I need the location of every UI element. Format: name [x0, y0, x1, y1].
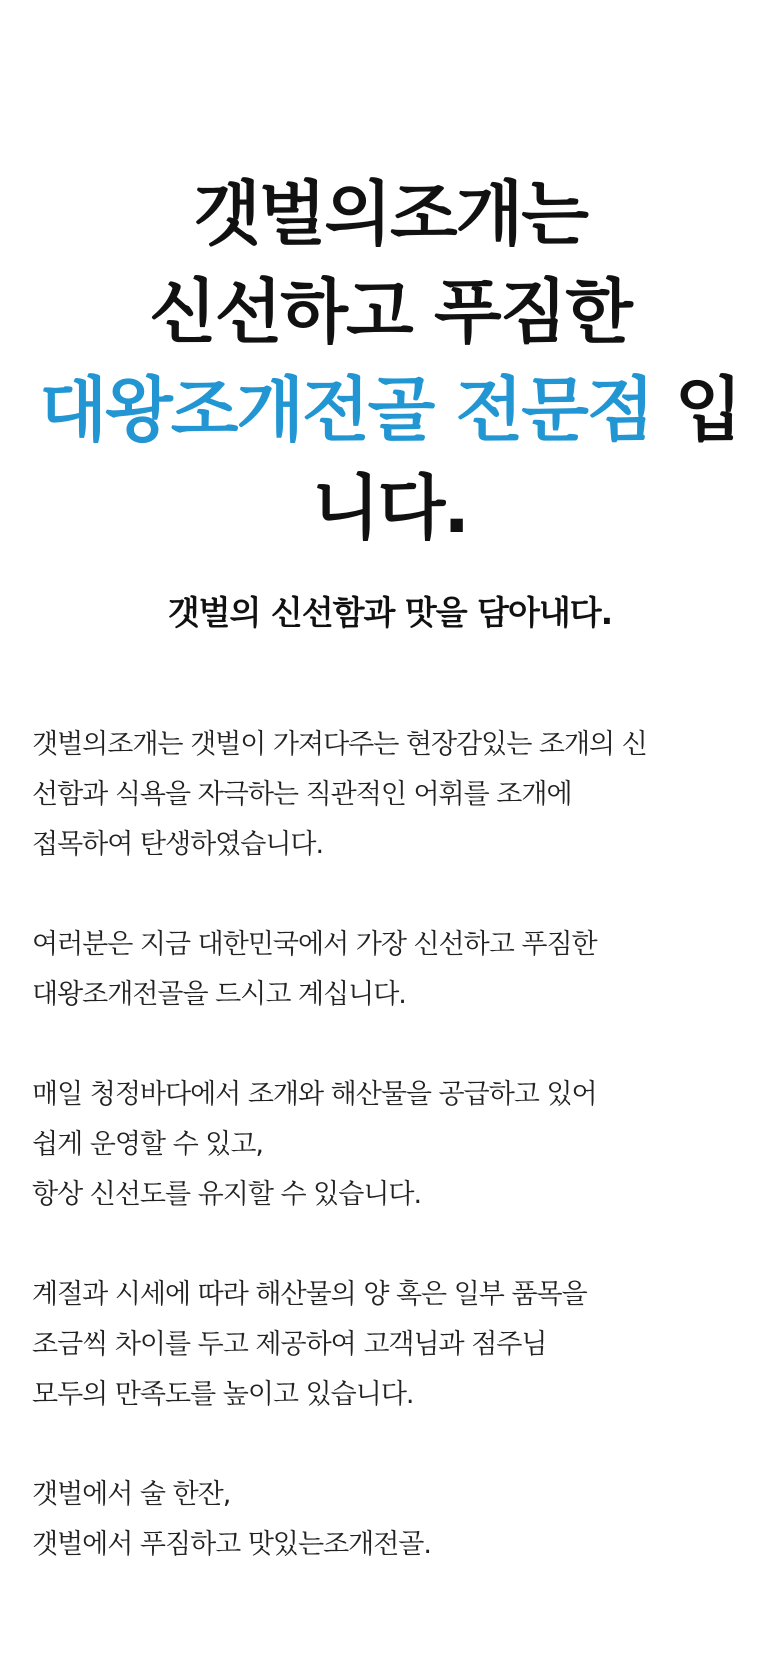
paragraph-line: 조금씩 차이를 두고 제공하여 고객님과 점주님: [32, 1329, 547, 1360]
paragraph: [32, 1470, 762, 1570]
headline-accent-text: 대왕조개전골 전문점: [39, 368, 653, 451]
headline-line-3-rest: 입: [652, 368, 741, 451]
paragraph-line: 모두의 만족도를 높이고 있습니다.: [32, 1379, 414, 1410]
paragraph-line: 접목하여 탄생하였습니다.: [32, 829, 324, 860]
paragraph: [32, 720, 762, 870]
headline-line-1: 갯벌의조개는: [193, 172, 587, 255]
paragraph-line: 갯벌에서 술 한잔,: [32, 1479, 231, 1510]
paragraph-line: 대왕조개전골을 드시고 계십니다.: [32, 979, 406, 1010]
headline-line-3: [0, 361, 780, 459]
paragraph-line: 쉽게 운영할 수 있고,: [32, 1129, 263, 1160]
headline: [0, 165, 780, 557]
headline-line-2: 신선하고 푸짐한: [149, 270, 631, 353]
subheadline: 갯벌의 신선함과 맛을 담아내다.: [167, 593, 613, 633]
paragraph: [32, 920, 762, 1020]
paragraph-line: 매일 청정바다에서 조개와 해산물을 공급하고 있어: [32, 1079, 597, 1110]
paragraph-line: 선함과 식욕을 자극하는 직관적인 어휘를 조개에: [32, 779, 572, 810]
headline-line-4: 니다.: [312, 466, 468, 549]
paragraph-line: 여러분은 지금 대한민국에서 가장 신선하고 푸짐한: [32, 929, 597, 960]
paragraph: [32, 1270, 762, 1420]
paragraph: [32, 1070, 762, 1220]
body-text: [32, 720, 762, 1620]
paragraph-line: 갯벌의조개는 갯벌이 가져다주는 현장감있는 조개의 신: [32, 729, 647, 760]
paragraph-line: 계절과 시세에 따라 해산물의 양 혹은 일부 품목을: [32, 1279, 587, 1310]
paragraph-line: 항상 신선도를 유지할 수 있습니다.: [32, 1179, 422, 1210]
paragraph-line: 갯벌에서 푸짐하고 맛있는조개전골.: [32, 1529, 431, 1560]
